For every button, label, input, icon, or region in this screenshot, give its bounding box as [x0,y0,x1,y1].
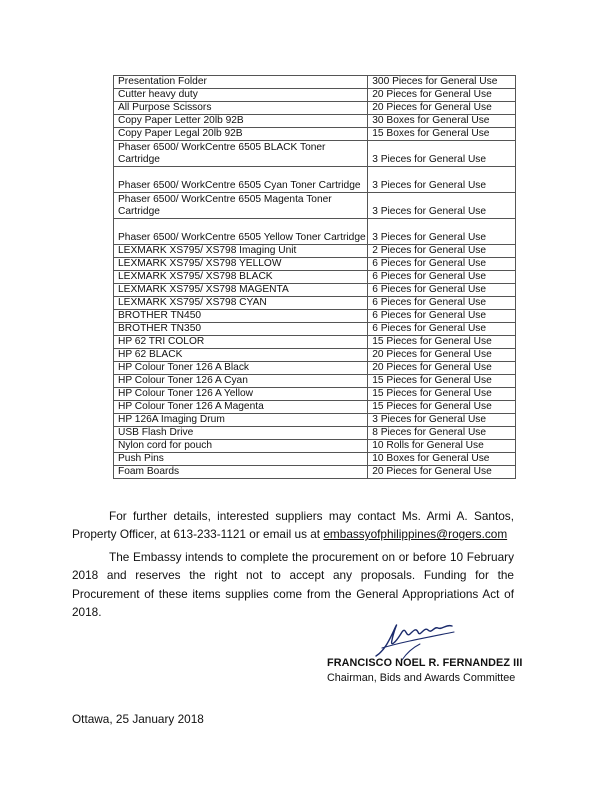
item-name-cell: BROTHER TN350 [114,323,368,336]
table-row [114,271,516,284]
item-name-cell: HP Colour Toner 126 A Yellow [114,388,368,401]
signer-title: Chairman, Bids and Awards Committee [327,672,516,684]
table-row [114,219,516,245]
table-row [114,102,516,115]
item-quantity-cell: 6 Pieces for General Use [368,284,516,297]
item-name-cell: LEXMARK XS795/ XS798 CYAN [114,297,368,310]
item-name-cell: Copy Paper Letter 20lb 92B [114,115,368,128]
item-quantity-cell: 10 Rolls for General Use [368,440,516,453]
item-name-cell: HP 62 BLACK [114,349,368,362]
item-name-cell: USB Flash Drive [114,427,368,440]
table-row [114,310,516,323]
item-quantity-cell: 10 Boxes for General Use [368,453,516,466]
item-name-cell: Phaser 6500/ WorkCentre 6505 BLACK Toner Cartridge [114,141,368,167]
table-row [114,167,516,193]
item-quantity-cell: 20 Pieces for General Use [368,102,516,115]
item-quantity-cell: 15 Boxes for General Use [368,128,516,141]
item-quantity-cell: 6 Pieces for General Use [368,310,516,323]
date-line: Ottawa, 25 January 2018 [72,712,204,726]
table-row [114,141,516,167]
item-quantity-cell: 15 Pieces for General Use [368,401,516,414]
signature-image [372,620,458,662]
item-name-cell: Copy Paper Legal 20lb 92B [114,128,368,141]
item-name-cell: LEXMARK XS795/ XS798 MAGENTA [114,284,368,297]
table-row [114,258,516,271]
table-row [114,466,516,479]
table-row [114,401,516,414]
item-quantity-cell: 15 Pieces for General Use [368,336,516,349]
table-row [114,336,516,349]
item-quantity-cell: 2 Pieces for General Use [368,245,516,258]
item-quantity-cell: 15 Pieces for General Use [368,388,516,401]
table-row [114,323,516,336]
supplies-table-body [114,76,516,479]
item-name-cell: HP Colour Toner 126 A Magenta [114,401,368,414]
table-row [114,297,516,310]
item-name-cell: Phaser 6500/ WorkCentre 6505 Cyan Toner Cartridge [114,167,368,193]
item-quantity-cell: 6 Pieces for General Use [368,297,516,310]
item-name-cell: Phaser 6500/ WorkCentre 6505 Magenta Toner Cartridge [114,193,368,219]
item-quantity-cell: 3 Pieces for General Use [368,141,516,167]
table-row [114,128,516,141]
item-quantity-cell: 6 Pieces for General Use [368,258,516,271]
contact-text: For further details, interested suppliers may contact Ms. Armi A. Santos, Property Officer, at 613-233-1121 or email us at [72,509,514,542]
item-quantity-cell: 20 Pieces for General Use [368,89,516,102]
item-quantity-cell: 3 Pieces for General Use [368,219,516,245]
item-quantity-cell: 300 Pieces for General Use [368,76,516,89]
contact-paragraph [72,507,514,544]
table-row [114,375,516,388]
table-row [114,76,516,89]
item-quantity-cell: 20 Pieces for General Use [368,362,516,375]
table-row [114,89,516,102]
table-row [114,284,516,297]
item-quantity-cell: 20 Pieces for General Use [368,349,516,362]
table-row [114,453,516,466]
item-name-cell: LEXMARK XS795/ XS798 BLACK [114,271,368,284]
item-name-cell: Nylon cord for pouch [114,440,368,453]
table-row [114,427,516,440]
item-name-cell: BROTHER TN450 [114,310,368,323]
item-name-cell: Phaser 6500/ WorkCentre 6505 Yellow Toner Cartridge [114,219,368,245]
item-quantity-cell: 3 Pieces for General Use [368,414,516,427]
item-name-cell: HP 62 TRI COLOR [114,336,368,349]
table-row [114,362,516,375]
item-name-cell: LEXMARK XS795/ XS798 Imaging Unit [114,245,368,258]
signer-name: FRANCISCO NOEL R. FERNANDEZ III [327,657,523,669]
item-name-cell: LEXMARK XS795/ XS798 YELLOW [114,258,368,271]
table-row [114,349,516,362]
item-quantity-cell: 6 Pieces for General Use [368,271,516,284]
item-name-cell: Foam Boards [114,466,368,479]
table-row [114,193,516,219]
item-quantity-cell: 6 Pieces for General Use [368,323,516,336]
item-name-cell: Presentation Folder [114,76,368,89]
item-name-cell: Cutter heavy duty [114,89,368,102]
contact-email-link[interactable]: embassyofphilippines@rogers.com [323,527,508,542]
procurement-paragraph: The Embassy intends to complete the procurement on or before 10 February 2018 and reserves the right not to accept any proposals. Funding for the Procurement of these items supplies come from the General Appropriations Act of 2018. [72,550,514,619]
item-quantity-cell: 8 Pieces for General Use [368,427,516,440]
table-row [114,115,516,128]
item-quantity-cell: 15 Pieces for General Use [368,375,516,388]
item-quantity-cell: 20 Pieces for General Use [368,466,516,479]
table-row [114,414,516,427]
item-name-cell: HP Colour Toner 126 A Cyan [114,375,368,388]
item-name-cell: HP 126A Imaging Drum [114,414,368,427]
table-row [114,440,516,453]
item-quantity-cell: 3 Pieces for General Use [368,193,516,219]
item-name-cell: Push Pins [114,453,368,466]
item-quantity-cell: 3 Pieces for General Use [368,167,516,193]
item-name-cell: All Purpose Scissors [114,102,368,115]
item-quantity-cell: 30 Boxes for General Use [368,115,516,128]
table-row [114,245,516,258]
item-name-cell: HP Colour Toner 126 A Black [114,362,368,375]
supplies-table [113,75,516,479]
table-row [114,388,516,401]
